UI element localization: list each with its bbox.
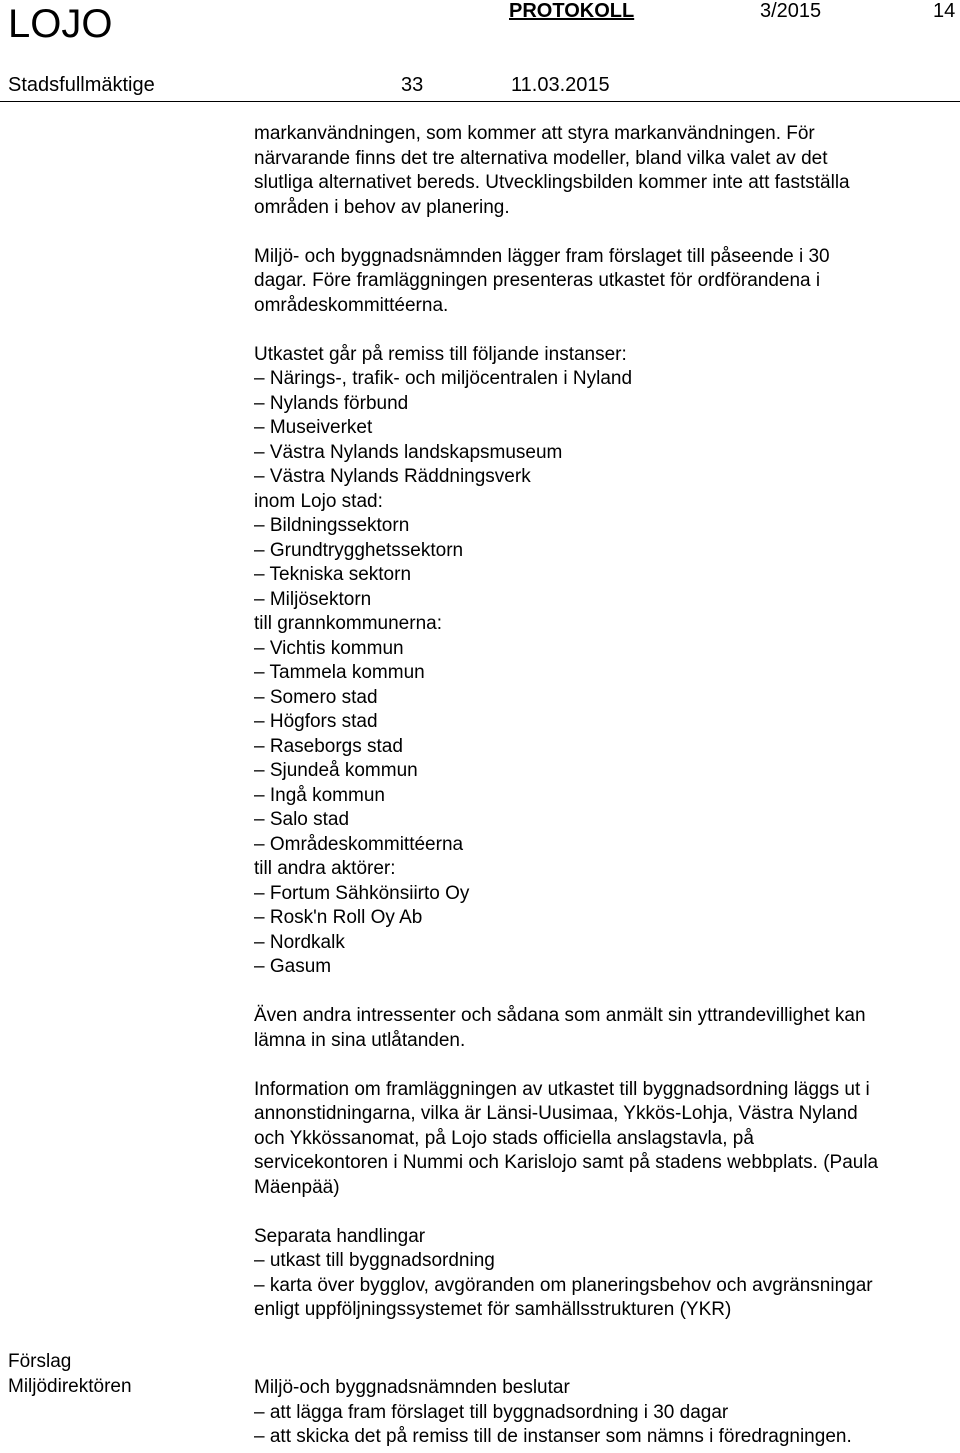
- text-line: närvarande finns det tre alternativa modeller, bland vilka valet av det: [254, 147, 828, 169]
- proposer-label: Miljödirektören: [8, 1375, 132, 1397]
- list-item: – Somero stad: [254, 686, 378, 708]
- text-line: Separata handlingar: [254, 1225, 426, 1247]
- document-body: [254, 122, 954, 1323]
- text-line: Information om framläggningen av utkastet till byggnadsordning läggs ut i: [254, 1078, 870, 1100]
- list-item: – Sjundeå kommun: [254, 760, 418, 781]
- list-item: – Gasum: [254, 956, 332, 977]
- text-line: dagar. Före framläggningen presenteras utkastet för ordförandena i: [254, 270, 821, 291]
- meeting-date: 11.03.2015: [511, 74, 610, 96]
- list-item: Utkastet går på remiss till följande instanser:: [254, 343, 627, 365]
- header-divider: [0, 101, 960, 102]
- list-item: – Närings-, trafik- och miljöcentralen i Nyland: [254, 368, 633, 389]
- text-line: Även andra intressenter och sådana som anmält sin yttrandevillighet kan: [254, 1005, 866, 1026]
- remiss-list: [254, 343, 954, 980]
- list-item: – Högfors stad: [254, 711, 378, 732]
- list-item: – Tekniska sektorn: [254, 564, 412, 585]
- document-type: PROTOKOLL: [509, 0, 635, 22]
- list-item: – Bildningssektorn: [254, 515, 410, 536]
- intro-paragraph: [254, 122, 954, 220]
- list-item: – Vichtis kommun: [254, 637, 404, 659]
- proposal-label: Förslag: [8, 1351, 72, 1372]
- list-item: – Ingå kommun: [254, 784, 385, 806]
- list-item: inom Lojo stad:: [254, 490, 383, 512]
- text-line: Miljö-och byggnadsnämnden beslutar: [254, 1377, 570, 1398]
- text-line: och Ykkössanomat, på Lojo stads officiella anslagstavla, på: [254, 1127, 754, 1149]
- logo-text: LOJO: [8, 2, 113, 46]
- section-number: 33: [401, 74, 424, 96]
- list-item: – Västra Nylands Räddningsverk: [254, 466, 531, 487]
- list-item: – Tammela kommun: [254, 662, 425, 683]
- list-item: – Nordkalk: [254, 931, 345, 953]
- list-item: – Västra Nylands landskapsmuseum: [254, 441, 563, 463]
- list-item: till andra aktörer:: [254, 858, 396, 879]
- body-name: Stadsfullmäktige: [8, 74, 155, 96]
- separate-documents: [254, 1225, 954, 1323]
- text-line: markanvändningen, som kommer att styra markanvändningen. För: [254, 123, 815, 144]
- text-line: lämna in sina utlåtanden.: [254, 1029, 466, 1051]
- list-item: – Områdeskommittéerna: [254, 833, 464, 855]
- text-line: servicekontoren i Nummi och Karislojo samt på stadens webbplats. (Paula: [254, 1152, 879, 1173]
- text-line: – karta över bygglov, avgöranden om planeringsbehov och avgränsningar: [254, 1274, 873, 1296]
- list-item: – Museiverket: [254, 417, 373, 438]
- text-line: – att lägga fram förslaget till byggnadsordning i 30 dagar: [254, 1401, 729, 1423]
- list-item: – Grundtrygghetssektorn: [254, 539, 464, 561]
- text-line: områden i behov av planering.: [254, 196, 510, 218]
- list-item: – Raseborgs stad: [254, 735, 403, 757]
- text-line: enligt uppföljningssystemet för samhällsstrukturen (YKR): [254, 1299, 732, 1320]
- list-item: – Nylands förbund: [254, 392, 409, 414]
- list-item: – Fortum Sähkönsiirto Oy: [254, 882, 470, 904]
- list-item: – Miljösektorn: [254, 588, 372, 610]
- text-line: annonstidningarna, vilka är Länsi-Uusimaa, Ykkös-Lohja, Västra Nyland: [254, 1103, 858, 1124]
- text-line: områdeskommittéerna.: [254, 294, 449, 316]
- text-line: – att skicka det på remiss till de instanser som nämns i föredragningen.: [254, 1426, 852, 1447]
- decision-block: [254, 1376, 954, 1450]
- presentation-paragraph: [254, 245, 954, 319]
- issue-number: 3/2015: [760, 0, 822, 22]
- information-paragraph: [254, 1078, 954, 1201]
- list-item: – Rosk'n Roll Oy Ab: [254, 907, 423, 928]
- list-item: till grannkommunerna:: [254, 613, 442, 634]
- text-line: Mäenpää): [254, 1176, 340, 1198]
- page-number: 14: [933, 0, 956, 22]
- list-item: – Salo stad: [254, 809, 350, 830]
- others-paragraph: [254, 1004, 954, 1053]
- text-line: Miljö- och byggnadsnämnden lägger fram förslaget till påseende i 30: [254, 245, 830, 267]
- text-line: slutliga alternativet bereds. Utvecklingsbilden kommer inte att fastställa: [254, 172, 850, 193]
- proposal-sidebar: [8, 1350, 132, 1399]
- text-line: – utkast till byggnadsordning: [254, 1250, 495, 1271]
